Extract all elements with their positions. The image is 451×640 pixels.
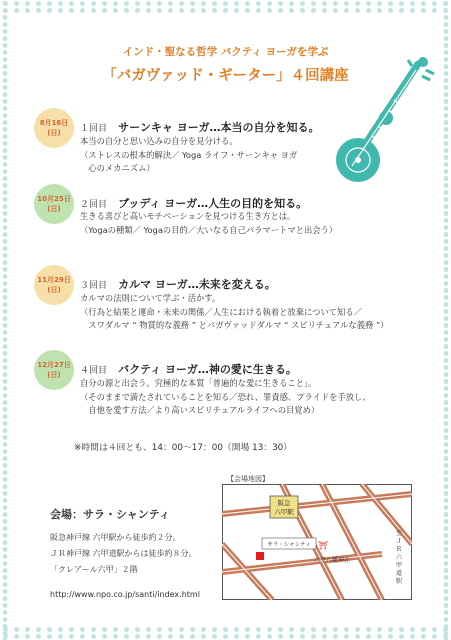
date-text: 8月16日 xyxy=(39,119,69,127)
venue-map xyxy=(222,484,412,600)
venue-access-line: ＪＲ神戸線 六甲道駅からは徒歩約８分。 xyxy=(50,549,197,558)
description-line: 心のメカニズム） xyxy=(80,163,155,173)
venue-marker xyxy=(256,552,264,560)
day-text: (日) xyxy=(47,129,61,137)
day-text: (日) xyxy=(47,286,61,294)
session-heading xyxy=(80,358,297,377)
map-station-label: 六甲駅 xyxy=(274,508,294,516)
session-description xyxy=(80,377,371,418)
date-badge xyxy=(34,108,74,148)
session-3 xyxy=(34,265,414,335)
session-title: カルマ ヨーガ…未来を変える。 xyxy=(118,278,276,291)
session-heading xyxy=(80,273,276,292)
page-title: 「バガヴァッド・ギーター」４回講座 xyxy=(102,68,349,84)
date-text: 10月25日 xyxy=(37,195,71,203)
session-heading xyxy=(80,192,307,211)
session-1 xyxy=(34,108,414,178)
description-line: （行為と結果と運命・未来の関係／人生における執着と放棄について知る／ xyxy=(80,306,362,317)
description-line: （Yogaの種類／ Yogaの目的／大いなる自己パラマートマと出会う） xyxy=(80,224,338,235)
session-number: １回目 xyxy=(80,124,108,134)
session-description xyxy=(80,135,297,176)
map-shrine-label: 六甲八幡神社 xyxy=(314,557,351,564)
description-line: カルマの法則について学ぶ・活かす。 xyxy=(80,293,221,303)
venue-address-line: 「クレアール六甲」２階 xyxy=(50,565,138,574)
description-line: スワダルマ “ 物質的な義務 ” とバガヴァッドダルマ “ スピリチュアルな義務 ”） xyxy=(80,320,389,330)
description-line: （ストレスの根本的解決／ Yoga ライフ・サーンキャ ヨガ xyxy=(80,149,298,160)
description-line: 自分の源と出会う。究極的な本質「普遍的な愛に生きること」。 xyxy=(80,378,317,388)
date-badge xyxy=(34,265,74,305)
subtitle: インド・聖なる哲学 バクティ ヨーガを学ぶ xyxy=(122,46,329,58)
map-station-label: 阪急 xyxy=(277,499,291,507)
dotted-border-left xyxy=(0,0,10,640)
session-number: ３回目 xyxy=(80,281,108,291)
venue-access-line: 阪急神戸線 六甲駅から徒歩約２分。 xyxy=(50,533,181,542)
session-2 xyxy=(34,184,414,244)
session-title: バクティ ヨーガ…神の愛に生きる。 xyxy=(118,363,297,376)
description-line: 生きる喜びと高いモチベーションを見つける生き方とは。 xyxy=(80,211,296,221)
venue-heading: 会場：サラ・シャンティ xyxy=(50,508,170,521)
date-badge xyxy=(34,350,74,390)
dotted-border-right xyxy=(441,0,451,640)
map-venue-label: サラ・シャンティ xyxy=(267,542,311,548)
shrine-icon: ⛩ xyxy=(318,541,329,550)
date-text: 12月27日 xyxy=(37,361,71,369)
session-description xyxy=(80,210,337,237)
map-direction-note: 至ＪＲ六甲道駅 xyxy=(395,530,403,585)
session-number: ２回目 xyxy=(80,200,108,210)
session-description xyxy=(80,292,389,333)
time-note: ※時間は４回とも、14：00〜17：00（開場 13：30） xyxy=(74,443,293,453)
date-text: 11月29日 xyxy=(37,276,71,284)
map-label: 【会場地図】 xyxy=(227,475,269,483)
session-heading xyxy=(80,116,320,135)
website-link[interactable]: http://www.npo.co.jp/santi/index.html xyxy=(50,590,200,599)
dotted-border-bottom xyxy=(0,626,451,640)
session-4 xyxy=(34,350,414,425)
day-text: (日) xyxy=(47,371,61,379)
description-line: 自他を愛す方法／より高いスピリチュアルライフへの目覚め） xyxy=(80,405,320,415)
description-line: （そのままで満たされていることを知る／恐れ、罪責感、プライドを手放し、 xyxy=(80,391,371,402)
dotted-border-top xyxy=(0,0,451,14)
session-title: サーンキャ ヨーガ…本当の自分を知る。 xyxy=(118,121,320,134)
date-badge xyxy=(34,184,74,224)
session-title: ブッディ ヨーガ…人生の目的を知る。 xyxy=(118,197,308,210)
day-text: (日) xyxy=(47,205,61,213)
session-number: ４回目 xyxy=(80,366,108,376)
description-line: 本当の自分と思い込みの自分を見分ける。 xyxy=(80,136,238,146)
